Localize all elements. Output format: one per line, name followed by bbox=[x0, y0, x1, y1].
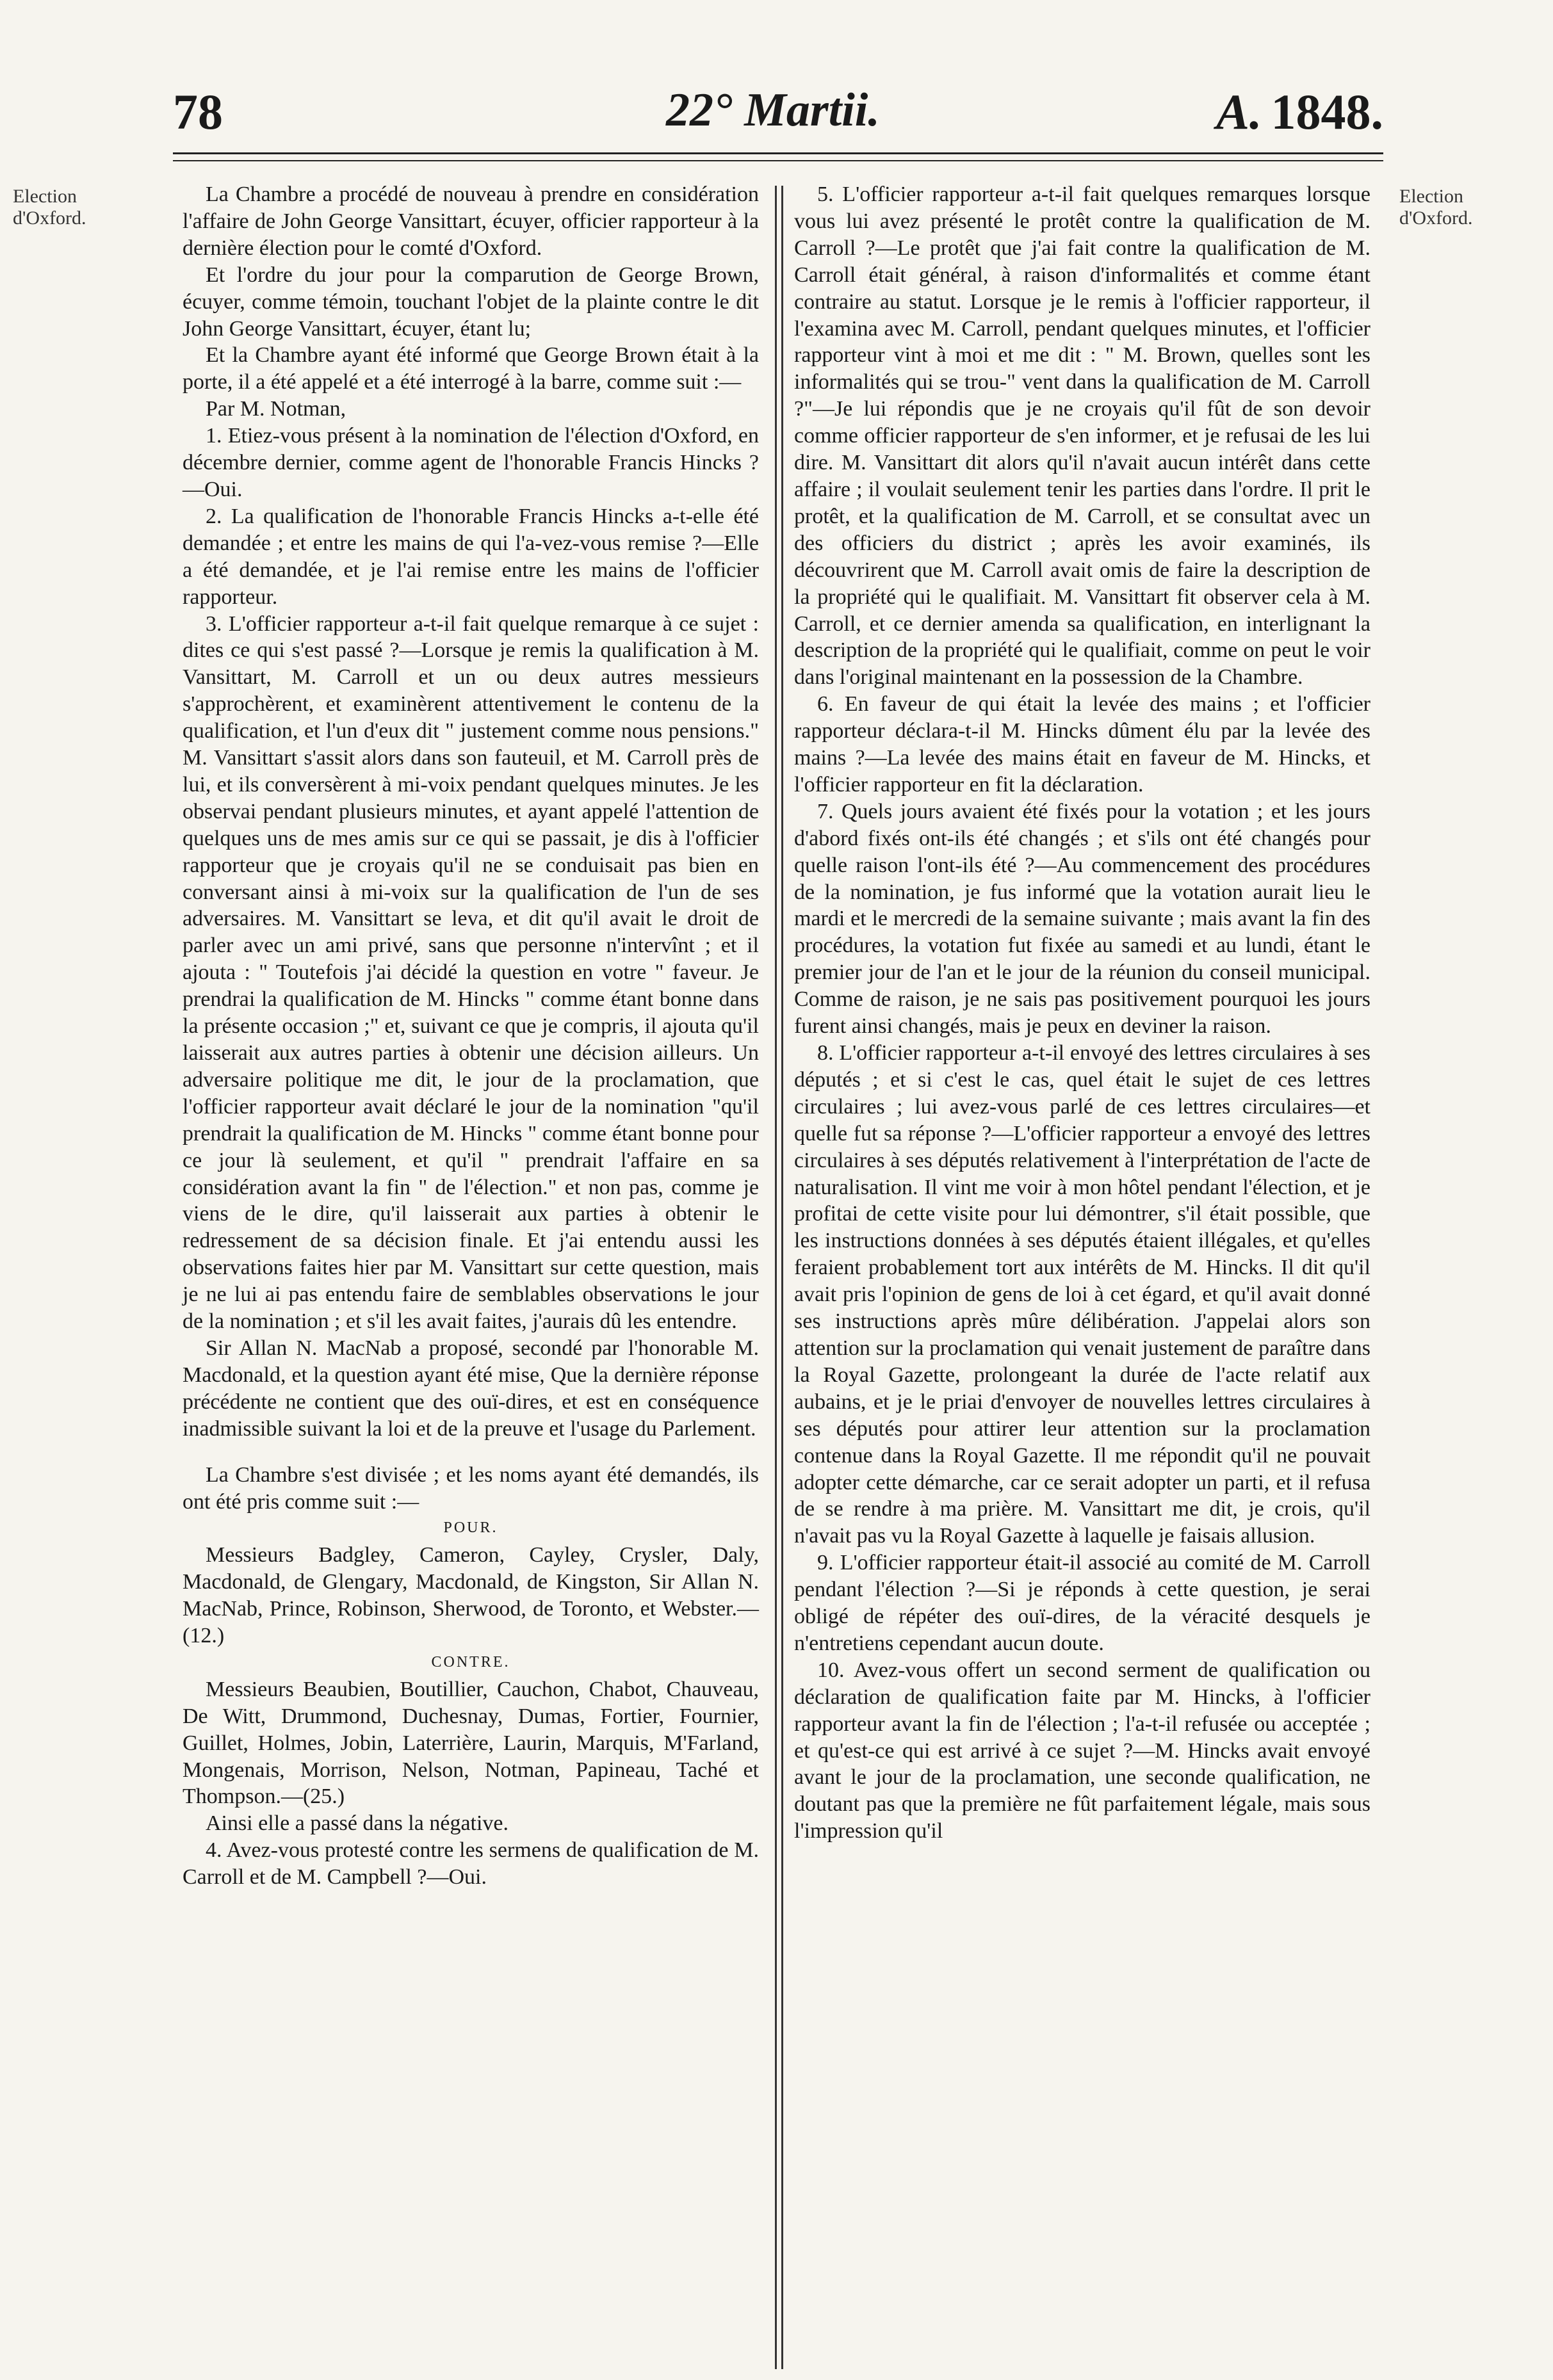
question-1: 1. Etiez-vous présent à la nomination de l'élection d'Oxford, en décembre dernier, comme agent de l'honorable Francis Hincks ?—Oui. bbox=[183, 424, 759, 501]
question-4: 4. Avez-vous protesté contre les sermens de qualification de M. Carroll et de M. Campbell ?—Oui. bbox=[183, 1838, 759, 1890]
margin-note-left: Election d'Oxford. bbox=[13, 186, 86, 229]
margin-note-right: Election d'Oxford. bbox=[1399, 186, 1473, 229]
running-title: 22° Martii. bbox=[666, 84, 880, 136]
question-10: 10. Avez-vous offert un second serment de qualification ou déclaration de qualification faite par M. Hincks, à l'officier rapporteur avant la fin de l'élection ; l'a-t-il refusée ou acceptée ; et qu'est-ce qui est arrivé à ce sujet ?—M. Hincks avait envoyé avant le jour de la proclamation, une seconde qualification, ne doutant pas que la première ne fût parfaitement légale, mais sous l'impression qu'il bbox=[794, 1658, 1370, 1843]
right-column bbox=[794, 181, 1370, 1845]
pour-names: Messieurs Badgley, Cameron, Cayley, Crysler, Daly, Macdonald, de Glengary, Macdonald, de Kingston, Sir Allan N. MacNab, Prince, Robinson, Sherwood, de Toronto, et Webster.—(12.) bbox=[183, 1543, 759, 1648]
header-rule bbox=[173, 152, 1383, 154]
question-7: 7. Quels jours avaient été fixés pour la votation ; et les jours d'abord fixés ont-ils été changés ; et s'ils ont été changés pour quelle raison l'ont-ils été ?—Au commencement des procédures de la nomination, je fus informé que la votation aurait lieu le mardi et le mercredi de la semaine suivante ; mais avant la fin des procédures, la votation fut fixée au samedi et au lundi, étant le premier jour de l'an et le jour de la réunion du conseil municipal. Comme de raison, je ne sais pas positivement pourquoi les jours furent ainsi changés, mais je peux en deviner la raison. bbox=[794, 799, 1370, 1039]
question-2: 2. La qualification de l'honorable Francis Hincks a-t-elle été demandée ; et entre les mains de qui l'a-vez-vous remise ?—Elle a été demandée, et je l'ai remise entre les mains de l'officier rapporteur. bbox=[183, 504, 759, 609]
year-label bbox=[1216, 83, 1383, 141]
column-divider bbox=[775, 186, 777, 2369]
result-paragraph: Ainsi elle a passé dans la négative. bbox=[206, 1811, 509, 1836]
paragraph: La Chambre a procédé de nouveau à prendre en considération l'affaire de John George Vansittart, écuyer, officier rapporteur à la dernière élection pour le comté d'Oxford. bbox=[183, 182, 759, 260]
left-column bbox=[183, 181, 759, 1891]
page-header bbox=[173, 83, 1383, 147]
paragraph: Par M. Notman, bbox=[206, 397, 346, 421]
question-8: 8. L'officier rapporteur a-t-il envoyé des lettres circulaires à ses députés ; et si c'est le cas, quel était le sujet de ces lettres circulaires ; lui avez-vous parlé de ces lettres circulaires—et quelle fut sa réponse ?—L'officier rapporteur a envoyé des lettres circulaires à ses députés relativement à l'interprétation de l'acte de naturalisation. Il vint me voir à mon hôtel pendant l'élection, et je profitai de cette visite pour lui démontrer, s'il était possible, que les instructions données à ses députés étaient illégales, et qu'elles feraient probablement tort aux intérêts de M. Hincks. Il dit qu'il avait pris l'opinion de gens de loi à cet égard, et qu'il avait donné ses instructions après mûre délibération. J'appelai alors son attention sur la proclamation qui venait justement de paraître dans la Royal Gazette, prolongeant la durée de l'acte relatif aux aubains, et je le priai d'envoyer de nouvelles lettres circulaires à ses députés pour attirer leur attention sur la proclamation contenue dans la Royal Gazette. Il me répondit qu'il ne pouvait adopter cette démarche, car ce serait adopter un parti, et il refusa de se rendre à ma prière. M. Vansittart me dit, je crois, qu'il n'avait pas vu la Royal Gazette à laquelle je faisais allusion. bbox=[794, 1041, 1370, 1548]
contre-names: Messieurs Beaubien, Boutillier, Cauchon, Chabot, Chauveau, De Witt, Drummond, Duchesnay, Dumas, Fortier, Fournier, Guillet, Holmes, Jobin, Laterrière, Laurin, Marquis, M'Farland, Mongenais, Morrison, Nelson, Notman, Papineau, Taché et Thompson.—(25.) bbox=[183, 1677, 759, 1809]
division-paragraph: La Chambre s'est divisée ; et les noms ayant été demandés, ils ont été pris comme suit :— bbox=[183, 1462, 759, 1514]
contre-label: CONTRE. bbox=[431, 1653, 510, 1671]
motion-paragraph: Sir Allan N. MacNab a proposé, secondé par l'honorable M. Macdonald, et la question ayant été mise, Que la dernière réponse précédente ne contient que des ouï-dires, et est en conséquence inadmissible suivant la loi et de la preuve et l'usage du Parlement. bbox=[183, 1336, 759, 1441]
question-3: 3. L'officier rapporteur a-t-il fait quelque remarque à ce sujet : dites ce qui s'est passé ?—Lorsque je remis la qualification à M. Vansittart, M. Carroll et un ou deux autres messieurs s'approchèrent, et examinèrent attentivement le contenu de la qualification, et l'un d'eux dit " justement comme nous pensions." M. Vansittart s'assit alors dans son fauteuil, et M. Carroll près de lui, et ils conversèrent à mi-voix pendant quelques minutes. Je les observai pendant plusieurs minutes, et ayant appelé l'attention de quelques uns de mes amis sur ce qui se passait, je dis à l'officier rapporteur que je croyais qu'il ne se conduisait pas bien en conversant ainsi à mi-voix sur la qualification de l'un de ses adversaires. M. Vansittart se leva, et dit qu'il avait le droit de parler avec un ami privé, sans que personne n'intervînt ; et il ajouta : " Toutefois j'ai décidé la question en votre " faveur. Je prendrai la qualification de M. Hincks " comme étant bonne dans la présente occasion ;" et, suivant ce que je compris, il ajouta qu'il laisserait aux autres parties à obtenir une décision ailleurs. Un adversaire politique me dit, le jour de la proclamation, que l'officier rapporteur avait déclaré le jour de la nomination "qu'il prendrait la qualification de M. Hincks " comme étant bonne pour ce jour là seulement, et qu'il " prendrait l'affaire en sa considération avant la fin " de l'élection." et non pas, comme je viens de le dire, qu'il laisserait aux parties à obtenir le redressement de sa décision finale. Et j'ai entendu aussi les observations faites hier par M. Vansittart sur cette question, mais je ne lui ai pas entendu faire de semblables observations le jour de la nomination ; et s'il les avait faites, j'aurais dû les entendre. bbox=[183, 611, 759, 1334]
year-value: 1848. bbox=[1271, 84, 1383, 140]
question-9: 9. L'officier rapporteur était-il associé au comité de M. Carroll pendant l'élection ?—Si je réponds à cette question, je serai obligé de répéter des ouï-dires, de la véracité desquels je n'entretiens cependant aucun doute. bbox=[794, 1551, 1370, 1655]
question-6: 6. En faveur de qui était la levée des mains ; et l'officier rapporteur déclara-t-il M. Hincks dûment élu par la levée des mains ?—La levée des mains était en faveur de M. Hincks, et l'officier rapporteur en fit la déclaration. bbox=[794, 692, 1370, 797]
header-rule-thin bbox=[173, 160, 1383, 161]
page-number: 78 bbox=[173, 84, 223, 140]
paragraph: Et l'ordre du jour pour la comparution de George Brown, écuyer, comme témoin, touchant l'objet de la plainte contre le dit John George Vansittart, écuyer, étant lu; bbox=[183, 263, 759, 341]
column-divider-double bbox=[781, 186, 783, 2369]
paragraph: Et la Chambre ayant été informé que George Brown était à la porte, il a été appelé et a été interrogé à la barre, comme suit :— bbox=[183, 343, 759, 394]
pour-label: POUR. bbox=[443, 1519, 498, 1537]
year-prefix: A. bbox=[1216, 84, 1262, 140]
question-5: 5. L'officier rapporteur a-t-il fait quelques remarques lorsque vous lui avez présenté le protêt contre la qualification de M. Carroll ?—Le protêt que j'ai fait contre la qualification de M. Carroll était général, à raison d'informalités et comme étant contraire au statut. Lorsque je le remis à l'officier rapporteur, il l'examina avec M. Carroll, pendant quelques minutes, et l'officier rapporteur vint à moi et me dit : " M. Brown, quelles sont les informalités qui se trou-" vent dans la qualification de M. Carroll ?"—Je lui répondis que je ne croyais qu'il fût de son devoir comme officier rapporteur de s'en informer, et je refusai de les lui dire. M. Vansittart dit alors qu'il n'avait aucun intérêt dans cette affaire ; il voulait seulement tenir les parties dans l'ordre. Il prit le protêt, et la qualification de M. Carroll, et se consultat avec un des officiers du district ; après les avoir examinés, ils découvrirent que M. Carroll avait omis de faire la description de la propriété qui le qualifiait. M. Vansittart fit observer cela à M. Carroll, et ce dernier amenda sa qualification, en interlignant la description de la propriété qui le qualifiait, comme on peut le voir dans l'original maintenant en la possession de la Chambre. bbox=[794, 182, 1370, 690]
